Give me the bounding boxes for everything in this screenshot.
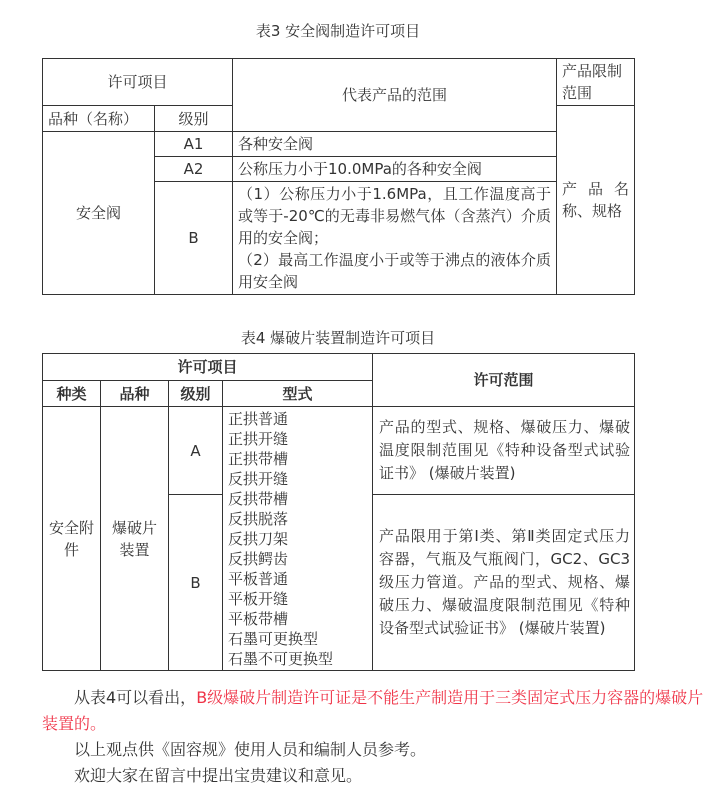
t4-type-item: 反拱脱落 xyxy=(228,510,289,528)
t3-grade-a1: A1 xyxy=(155,132,233,157)
t3-header-product-restriction: 产品限制范围 xyxy=(557,59,635,106)
t4-type-item: 反拱开缝 xyxy=(228,470,289,488)
t4-type-item: 正拱普通 xyxy=(228,410,289,428)
footer-paragraph-2: 以上观点供《固容规》使用人员和编制人员参考。 xyxy=(74,740,427,759)
t4-scope-b: 产品限用于第Ⅰ类、第Ⅱ类固定式压力容器，气瓶及气瓶阀门，GC2、GC3级压力管道。产品的型式、规格、爆破压力、爆破温度限制范围见《特种设备型式试验证书》 (爆破片装置) xyxy=(373,495,635,671)
t4-header-license-item: 许可项目 xyxy=(43,354,373,381)
t4-type-list xyxy=(223,407,373,671)
table3-title: 表3 安全阀制造许可项目 xyxy=(255,22,421,40)
t4-type-item: 反拱刀架 xyxy=(228,530,289,548)
table4-rupture-disc xyxy=(42,353,635,671)
t3-grade-a2: A2 xyxy=(155,157,233,182)
t4-header-license-scope: 许可范围 xyxy=(373,354,635,407)
footer-paragraph-1 xyxy=(42,685,706,737)
t3-header-representative-scope: 代表产品的范围 xyxy=(233,59,557,132)
footer-paragraph-3: 欢迎大家在留言中提出宝贵建议和意见。 xyxy=(74,766,363,785)
t3-scope-b xyxy=(233,182,557,295)
t3-header-license-item: 许可项目 xyxy=(43,59,233,106)
t3-scope-b-clause-2: （2）最高工作温度小于或等于沸点的液体介质用安全阀 xyxy=(238,251,552,291)
t3-scope-a2: 公称压力小于10.0MPa的各种安全阀 xyxy=(233,157,557,182)
t3-scope-a1: 各种安全阀 xyxy=(233,132,557,157)
t4-type-item: 平板普通 xyxy=(228,570,289,588)
t4-scope-a: 产品的型式、规格、爆破压力、爆破温度限制范围见《特种设备型式试验证书》 (爆破片装置) xyxy=(373,407,635,495)
t3-header-grade: 级别 xyxy=(155,106,233,132)
t3-restriction-value: 产品名称、规格 xyxy=(557,106,635,295)
t4-category-value: 安全附件 xyxy=(43,407,101,671)
footer-para1-black-text: 从表4可以看出， xyxy=(74,688,197,707)
t4-type-item: 正拱带槽 xyxy=(228,450,289,468)
t4-header-type: 型式 xyxy=(223,381,373,407)
t3-row-a1 xyxy=(43,132,635,157)
t4-header-category: 种类 xyxy=(43,381,101,407)
table4-title: 表4 爆破片装置制造许可项目 xyxy=(240,329,436,347)
t4-type-item: 石墨可更换型 xyxy=(228,630,319,648)
t4-grade-a: A xyxy=(169,407,223,495)
t4-type-item: 反拱鳄齿 xyxy=(228,550,289,568)
t3-grade-b: B xyxy=(155,182,233,295)
t3-scope-b-clause-1: （1）公称压力小于1.6MPa，且工作温度高于或等于-20℃的无毒非易燃气体（含蒸汽）介质用的安全阀； xyxy=(238,185,552,247)
t4-row-a xyxy=(43,407,635,495)
t4-header-variety: 品种 xyxy=(101,381,169,407)
t4-type-item: 反拱带槽 xyxy=(228,490,289,508)
t4-variety-value: 爆破片装置 xyxy=(101,407,169,671)
t4-header-grade: 级别 xyxy=(169,381,223,407)
t4-header-row-1 xyxy=(43,354,635,381)
t3-header-variety-name: 品种（名称） xyxy=(43,106,155,132)
t4-type-item: 石墨不可更换型 xyxy=(228,650,334,668)
t3-variety-value: 安全阀 xyxy=(43,132,155,295)
t4-type-item: 正拱开缝 xyxy=(228,430,289,448)
footer-para1-red-text: B级爆破片制造许可证是不能生产制造用于三类固定式压力容器的爆破片装置的。 xyxy=(42,688,704,733)
table3-safety-valve xyxy=(42,58,635,295)
t4-type-item: 平板开缝 xyxy=(228,590,289,608)
t4-type-item: 平板带槽 xyxy=(228,610,289,628)
t4-grade-b: B xyxy=(169,495,223,671)
t3-header-row-1 xyxy=(43,59,635,106)
footer-paragraphs xyxy=(42,685,706,789)
